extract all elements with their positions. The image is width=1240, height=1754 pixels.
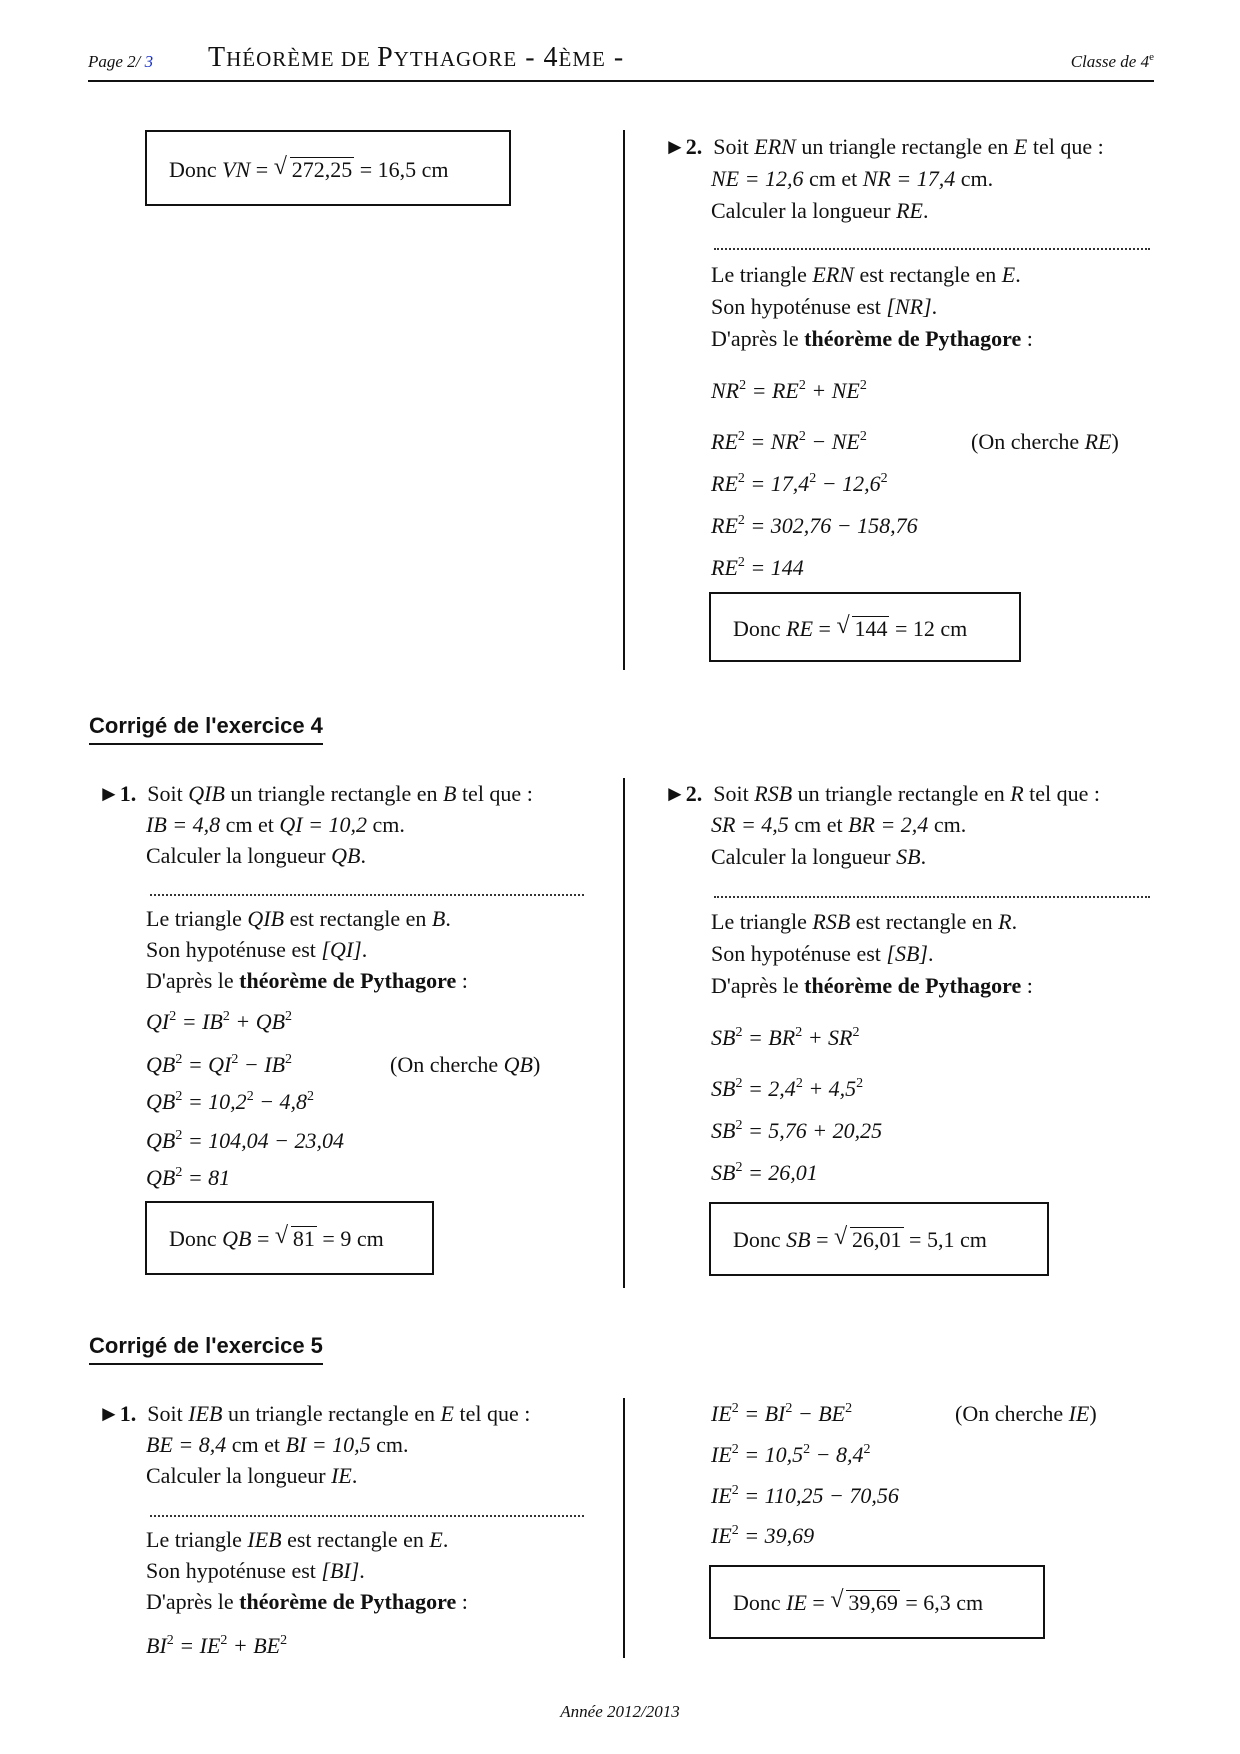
equation: $QB^2 = 81$ bbox=[146, 1165, 231, 1190]
equation: $IE^2 = BI^2 - BE^2$ bbox=[711, 1401, 853, 1426]
item-marker: ►1. bbox=[98, 1401, 137, 1426]
sqrt-symbol: √ 81 bbox=[274, 1223, 315, 1251]
equation: $QI^2 = IB^2 + QB^2$ bbox=[146, 1009, 293, 1034]
equation: $IE^2 = 110,25 - 70,56$ bbox=[711, 1483, 899, 1508]
sqrt-symbol: √ 26,01 bbox=[834, 1224, 902, 1252]
document-title: THÉORÈME DE PYTHAGORE - 4ÈME - bbox=[208, 42, 625, 73]
equation: $RE^2 = 17,4^2 - 12,6^2$ bbox=[711, 471, 888, 496]
result-box-vn: Donc VN = √ 272,25 = 16,5 cm bbox=[145, 130, 511, 206]
equation: $IE^2 = 10,5^2 - 8,4^2$ bbox=[711, 1442, 871, 1467]
page-total-link[interactable]: 3 bbox=[144, 52, 154, 71]
column-separator bbox=[623, 1398, 625, 1658]
page-number: Page 2/ 3 bbox=[88, 52, 154, 71]
equation: $RE^2 = 144$ bbox=[711, 555, 804, 580]
page-header bbox=[88, 40, 1154, 82]
equation: $QB^2 = QI^2 - IB^2$ bbox=[146, 1052, 293, 1077]
dotted-separator bbox=[150, 894, 584, 896]
search-note: (On cherche QB) bbox=[390, 1052, 541, 1077]
search-note: (On cherche RE) bbox=[971, 429, 1119, 454]
dotted-separator bbox=[150, 1515, 584, 1517]
dotted-separator bbox=[714, 248, 1150, 250]
item-marker: ►2. bbox=[664, 134, 703, 159]
equation: $SB^2 = BR^2 + SR^2$ bbox=[711, 1025, 860, 1050]
result-box-re: Donc RE = √ 144 = 12 cm bbox=[709, 592, 1021, 662]
search-note: (On cherche IE) bbox=[955, 1401, 1097, 1426]
result-box-qb: Donc QB = √ 81 = 9 cm bbox=[145, 1201, 434, 1275]
page-footer: Année 2012/2013 bbox=[560, 1702, 680, 1721]
item-marker: ►2. bbox=[664, 781, 703, 806]
equation: $QB^2 = 10,2^2 - 4,8^2$ bbox=[146, 1089, 315, 1114]
equation: $SB^2 = 26,01$ bbox=[711, 1160, 818, 1185]
sqrt-symbol: √ 144 bbox=[836, 613, 888, 641]
equation: $RE^2 = 302,76 - 158,76$ bbox=[711, 513, 918, 538]
dotted-separator bbox=[714, 896, 1150, 898]
sqrt-symbol: √ 272,25 bbox=[273, 154, 353, 182]
equation: $QB^2 = 104,04 - 23,04$ bbox=[146, 1128, 345, 1153]
column-separator bbox=[623, 778, 625, 1288]
sqrt-symbol: √ 39,69 bbox=[830, 1587, 898, 1615]
section-title-exercise-4: Corrigé de l'exercice 4 bbox=[89, 713, 323, 745]
class-label: Classe de 4e bbox=[1070, 51, 1154, 71]
equation: $SB^2 = 5,76 + 20,25$ bbox=[711, 1118, 883, 1143]
equation: $IE^2 = 39,69$ bbox=[711, 1523, 815, 1548]
equation: $NR^2 = RE^2 + NE^2$ bbox=[711, 378, 867, 403]
equation: $SB^2 = 2,4^2 + 4,5^2$ bbox=[711, 1076, 864, 1101]
result-box-ie: Donc IE = √ 39,69 = 6,3 cm bbox=[709, 1565, 1045, 1639]
equation: $RE^2 = NR^2 - NE^2$ bbox=[711, 429, 867, 454]
equation: $BI^2 = IE^2 + BE^2$ bbox=[146, 1633, 288, 1658]
item-marker: ►1. bbox=[98, 781, 137, 806]
section-title-exercise-5: Corrigé de l'exercice 5 bbox=[89, 1333, 323, 1365]
column-separator bbox=[623, 130, 625, 670]
result-box-sb: Donc SB = √ 26,01 = 5,1 cm bbox=[709, 1202, 1049, 1276]
